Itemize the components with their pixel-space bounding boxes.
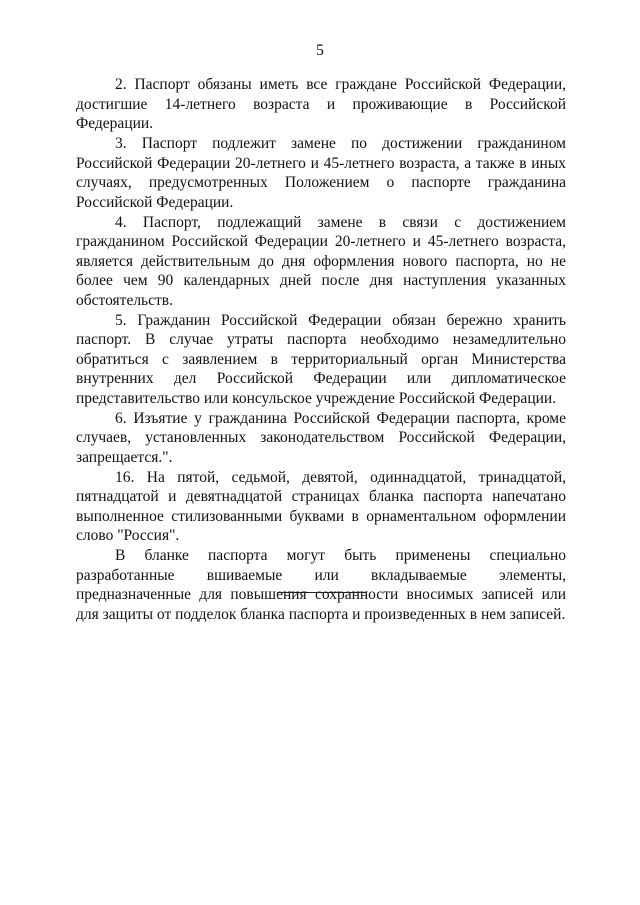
paragraph-item-6: 6. Изъятие у гражданина Российской Федерации паспорта, кроме случаев, установленных законодательством Российской Федерации, запрещается.".	[76, 409, 566, 466]
paragraph-passport-blank-elements: В бланке паспорта могут быть применены специально разработанные вшиваемые или вкладываемые элементы, предназначенные для повышения сохранности вносимых записей или для защиты от подделок бланка паспорта и произведенных в нем записей.	[76, 547, 566, 623]
paragraph-item-2: 2. Паспорт обязаны иметь все граждане Российской Федерации, достигшие 14-летнего возраста и проживающие в Российской Федерации.	[76, 76, 566, 132]
paragraph-item-16: 16. На пятой, седьмой, девятой, одиннадцатой, тринадцатой, пятнадцатой и девятнадцатой страницах бланка паспорта напечатано выполненное стилизованными буквами в орнаментальном оформлении слово "Россия".	[76, 468, 566, 544]
page-number: 5	[316, 42, 324, 59]
paragraph-item-4: 4. Паспорт, подлежащий замене в связи с достижением гражданином Российской Федерации 20-летнего и 45-летнего возраста, является действительным до дня оформления нового паспорта, но не более чем 90 календарных дней после дня наступления указанных обстоятельств.	[76, 213, 566, 309]
document-body	[76, 75, 566, 625]
paragraph-item-3: 3. Паспорт подлежит замене по достижении гражданином Российской Федерации 20-летнего и 45-летнего возраста, а также в иных случаях, предусмотренных Положением о паспорте гражданина Российской Федерации.	[76, 135, 566, 211]
paragraph-item-5: 5. Гражданин Российской Федерации обязан бережно хранить паспорт. В случае утраты паспорта необходимо незамедлительно обратиться с заявлением в территориальный орган Министерства внутренних дел Российской Федерации или дипломатическое представительство или консульское учреждение Российской Федерации.	[76, 311, 566, 407]
end-divider-line	[277, 592, 367, 593]
